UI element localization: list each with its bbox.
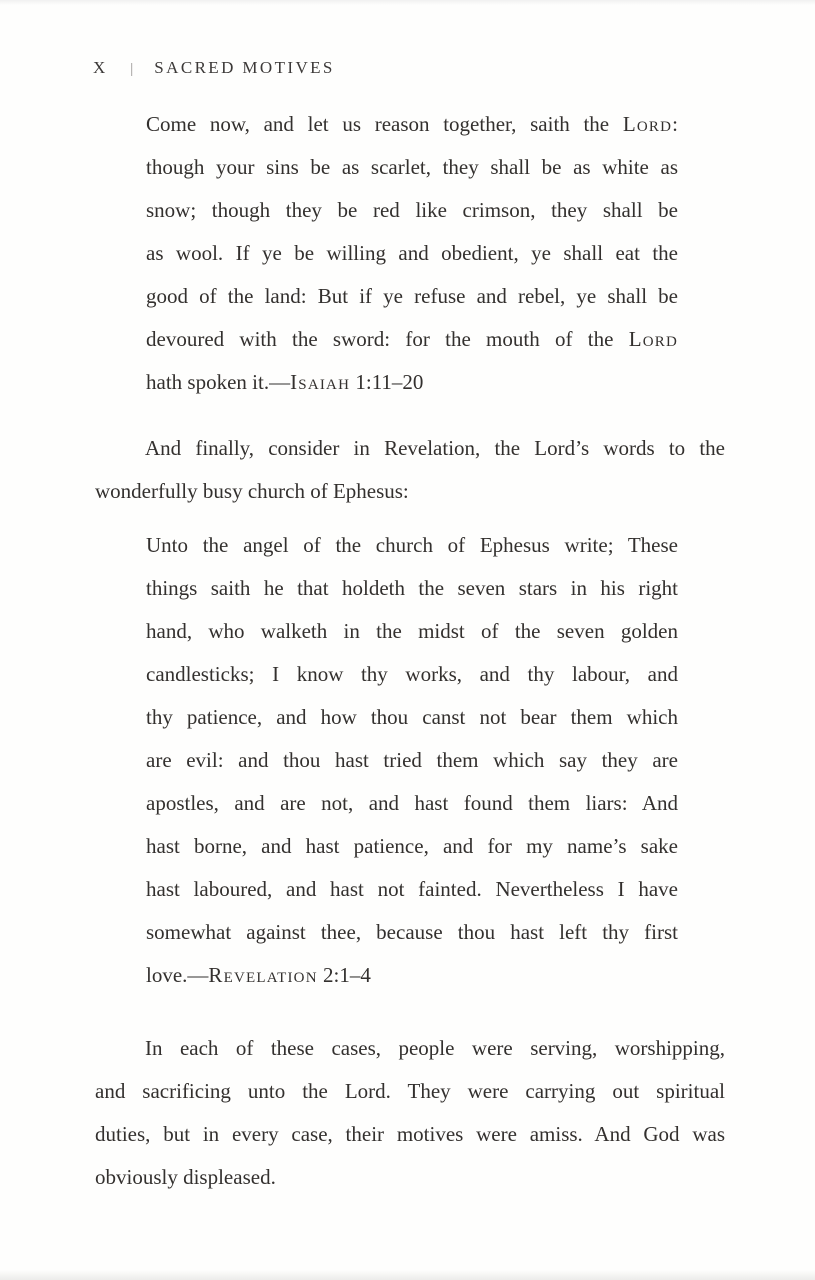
paragraph-conclusion (95, 1027, 725, 1199)
text-segment: In each of these cases, people were serving, worshipping, (145, 1036, 725, 1060)
text-line (146, 524, 678, 567)
text-segment: snow; though they be red like crimson, they shall be (146, 198, 678, 222)
text-segment: and sacrificing unto the Lord. They were carrying out spiritual (95, 1079, 725, 1103)
text-segment: candlesticks; I know thy works, and thy labour, and (146, 662, 678, 686)
text-segment: hath spoken it.— (146, 370, 291, 394)
text-segment: obviously displeased. (95, 1165, 276, 1189)
text-segment: thy patience, and how thou canst not bear them which (146, 705, 678, 729)
text-segment: duties, but in every case, their motives were amiss. And God was (95, 1122, 725, 1146)
text-segment: hast laboured, and hast not fainted. Nevertheless I have (146, 877, 678, 901)
text-segment: hand, who walketh in the midst of the seven golden (146, 619, 678, 643)
text-segment: things saith he that holdeth the seven stars in his right (146, 576, 678, 600)
isaiah-quote (146, 103, 678, 404)
text-segment: wonderfully busy church of Ephesus: (95, 479, 409, 503)
text-segment: And finally, consider in Revelation, the Lord’s words to the (145, 436, 725, 460)
text-line (146, 567, 678, 610)
text-line (146, 825, 678, 868)
text-segment: apostles, and are not, and hast found them liars: And (146, 791, 678, 815)
text-segment: love.— (146, 963, 209, 987)
text-line (95, 1113, 725, 1156)
revelation-quote (146, 524, 678, 997)
paragraph-revelation-intro (95, 427, 725, 513)
text-line (146, 318, 678, 361)
text-segment: : (672, 112, 678, 136)
text-segment: 2:1–4 (317, 963, 371, 987)
text-line (146, 782, 678, 825)
text-segment: are evil: and thou hast tried them which say they are (146, 748, 678, 772)
text-line (146, 653, 678, 696)
page-number: X (93, 58, 107, 77)
text-line (146, 610, 678, 653)
text-line (146, 232, 678, 275)
text-line (95, 1027, 725, 1070)
text-segment: 1:11–20 (350, 370, 424, 394)
text-segment: somewhat against thee, because thou hast left thy first (146, 920, 678, 944)
text-line (95, 427, 725, 470)
text-line (146, 146, 678, 189)
text-line (146, 103, 678, 146)
page-top-shadow (0, 0, 815, 5)
page-bottom-shadow (0, 1270, 815, 1280)
text-line (146, 868, 678, 911)
text-segment: good of the land: But if ye refuse and rebel, ye shall be (146, 284, 678, 308)
smallcaps-reference: Revelation (208, 963, 318, 987)
running-title: SACRED MOTIVES (154, 58, 335, 77)
text-segment: Unto the angel of the church of Ephesus write; These (146, 533, 678, 557)
text-segment: hast borne, and hast patience, and for my name’s sake (146, 834, 678, 858)
text-line (95, 470, 725, 513)
text-line (146, 275, 678, 318)
text-line (146, 954, 678, 997)
smallcaps-reference: Isaiah (290, 370, 351, 394)
page-header (93, 57, 335, 80)
text-line (146, 739, 678, 782)
text-line (95, 1156, 725, 1199)
text-segment: as wool. If ye be willing and obedient, ye shall eat the (146, 241, 678, 265)
header-separator: | (130, 61, 134, 77)
text-line (146, 696, 678, 739)
smallcaps-reference: Lord (628, 327, 678, 351)
text-segment: devoured with the sword: for the mouth of the (146, 327, 629, 351)
text-segment: Come now, and let us reason together, saith the (146, 112, 623, 136)
text-line (146, 911, 678, 954)
text-line (146, 189, 678, 232)
text-line (146, 361, 678, 404)
text-line (95, 1070, 725, 1113)
smallcaps-reference: Lord (622, 112, 673, 136)
text-segment: though your sins be as scarlet, they shall be as white as (146, 155, 678, 179)
